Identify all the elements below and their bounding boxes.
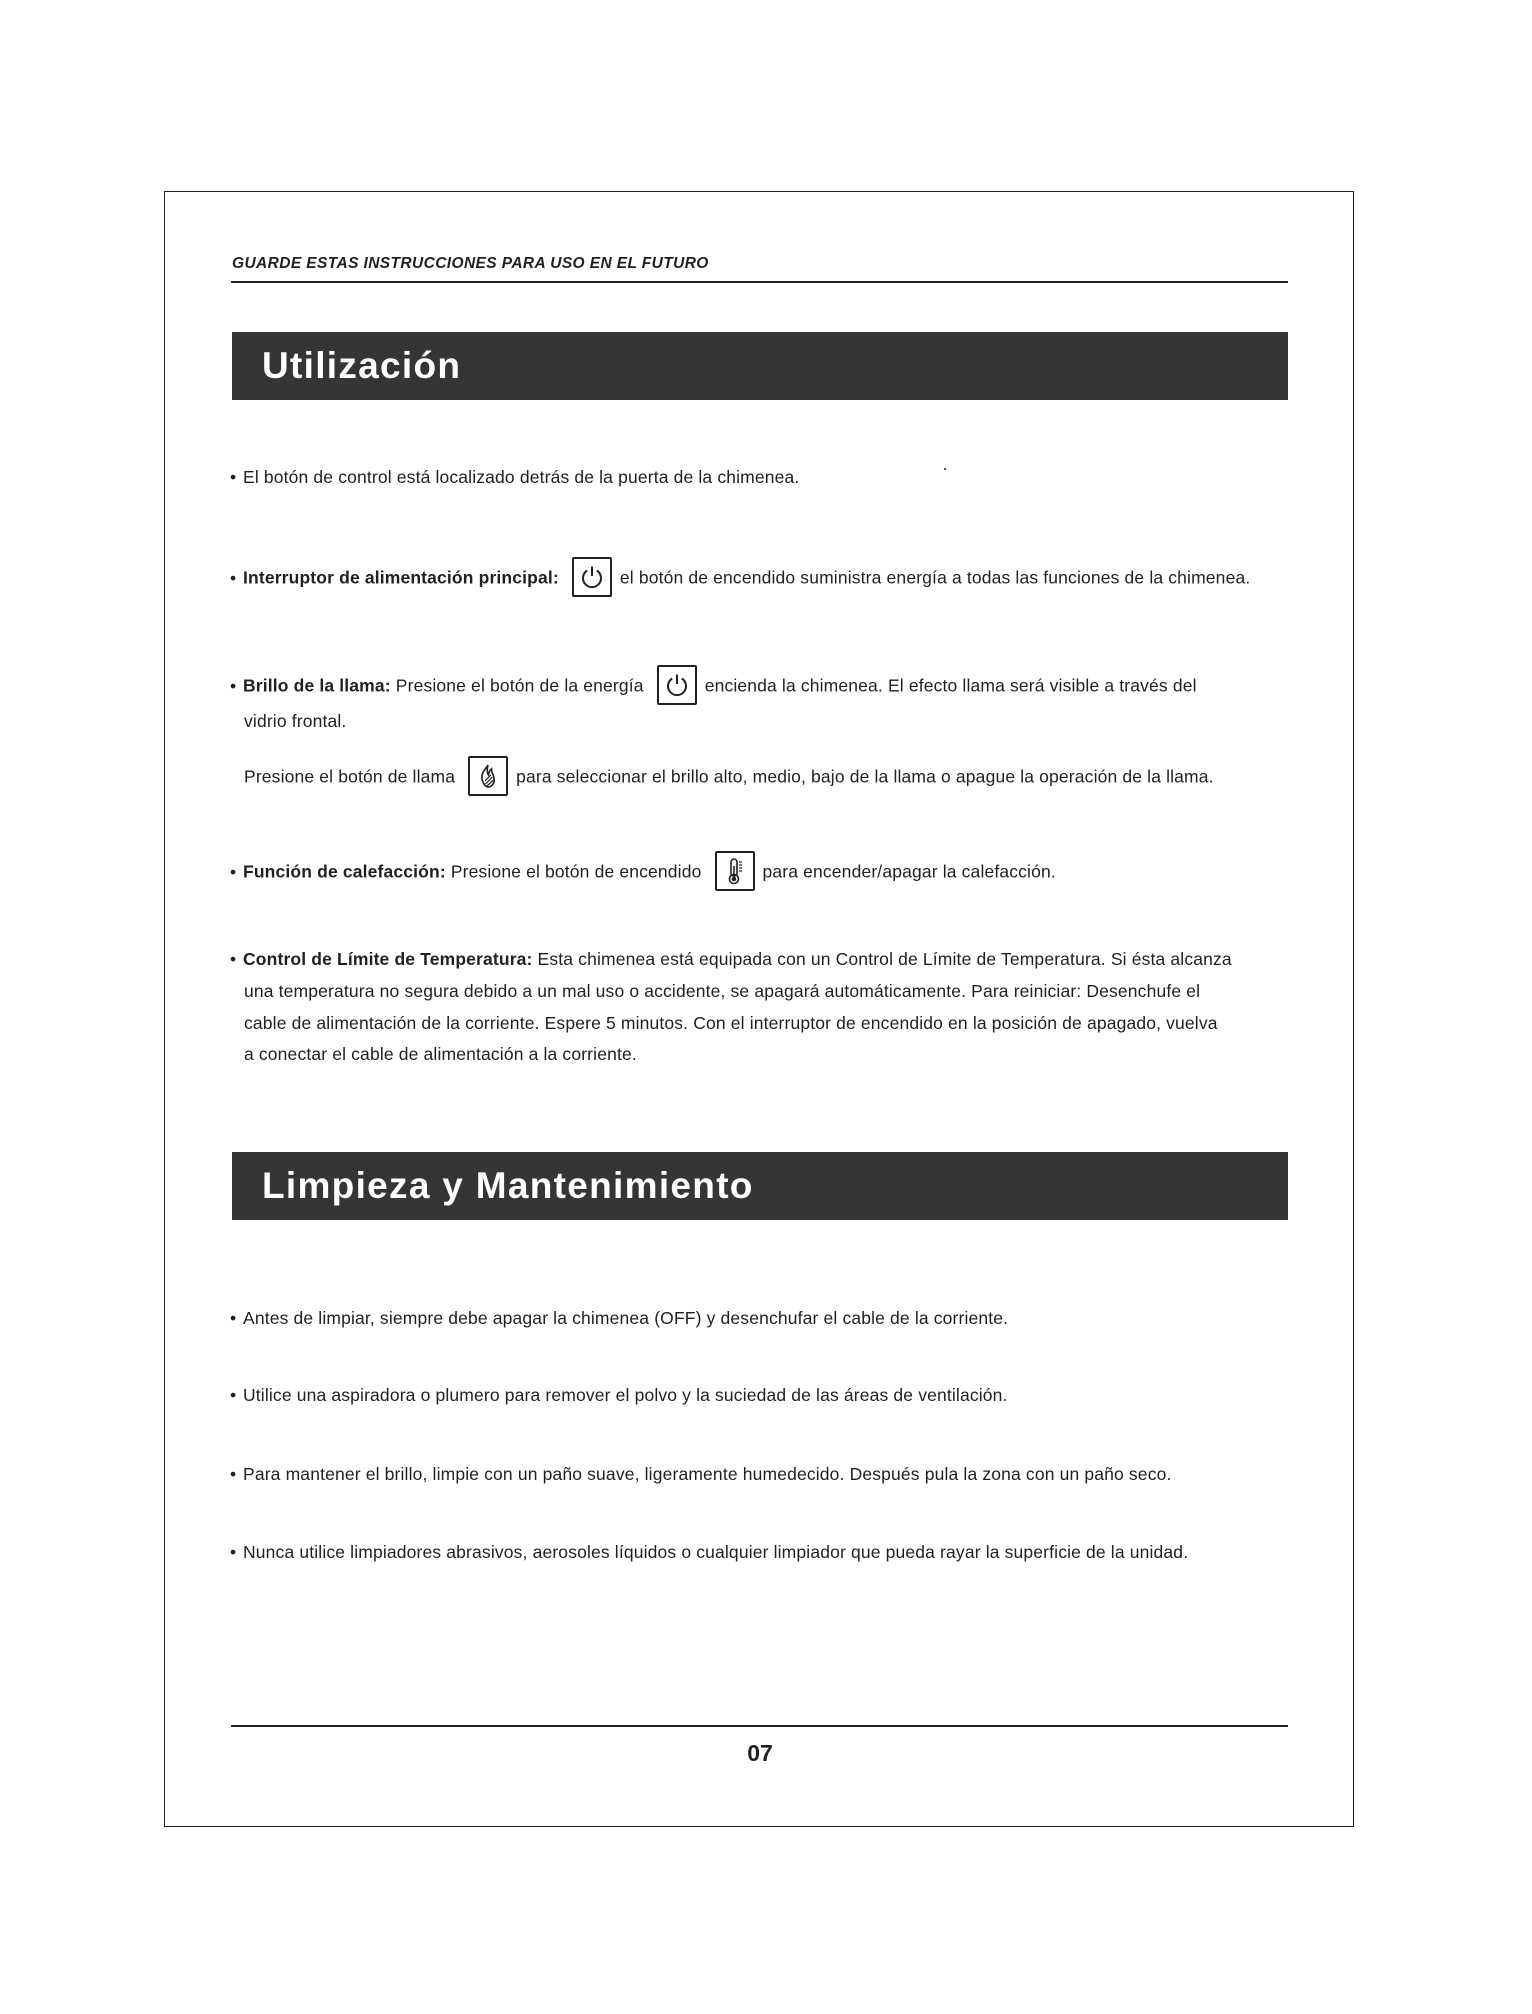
cleaning-item-text: Nunca utilice limpiadores abrasivos, aerosoles líquidos o cualquier limpiador que pueda rayar la superficie de la unidad. bbox=[243, 1542, 1189, 1562]
main-switch-text: el botón de encendido suministra energía a todas las funciones de la chimenea. bbox=[619, 567, 1251, 588]
heating-text-after: para encender/apagar la calefacción. bbox=[762, 861, 1056, 882]
heating-label: Función de calefacción: bbox=[243, 861, 446, 882]
list-item-control-location bbox=[230, 466, 799, 488]
page-number: 07 bbox=[747, 1740, 773, 1766]
flame-brightness-text-after: encienda la chimenea. El efecto llama será visible a través del bbox=[704, 675, 1197, 696]
bullet: • bbox=[230, 1542, 237, 1562]
flame-brightness-line2: vidrio frontal. bbox=[244, 711, 347, 731]
list-item bbox=[230, 1307, 1008, 1329]
bullet: • bbox=[230, 949, 237, 969]
cleaning-item-text: Utilice una aspiradora o plumero para remover el polvo y la suciedad de las áreas de ventilación. bbox=[243, 1385, 1008, 1405]
stray-dot bbox=[944, 468, 946, 470]
bullet: • bbox=[230, 1464, 237, 1484]
section-title-usage: Utilización bbox=[232, 332, 1288, 400]
flame-brightness-line3 bbox=[244, 758, 1214, 798]
bullet: • bbox=[230, 467, 237, 487]
power-icon bbox=[572, 557, 612, 597]
list-item-temp-limit bbox=[230, 948, 1232, 970]
list-item bbox=[230, 1384, 1008, 1406]
control-location-text: El botón de control está localizado detrás de la puerta de la chimenea. bbox=[243, 467, 800, 487]
temp-limit-line3: cable de alimentación de la corriente. Espere 5 minutos. Con el interruptor de encendido en la posición de apagado, vuelva bbox=[244, 1013, 1218, 1033]
power-icon bbox=[657, 665, 697, 705]
header-note: GUARDE ESTAS INSTRUCCIONES PARA USO EN EL FUTURO bbox=[232, 255, 709, 272]
header-divider bbox=[231, 281, 1288, 283]
bullet: • bbox=[230, 1308, 237, 1328]
temp-limit-line2: una temperatura no segura debido a un mal uso o accidente, se apagará automáticamente. Para reiniciar: Desenchufe el bbox=[244, 981, 1201, 1001]
list-item-flame-brightness bbox=[230, 667, 1197, 707]
flame-button-text-before: Presione el botón de llama bbox=[244, 766, 456, 787]
list-item-heating bbox=[230, 853, 1056, 893]
bullet: • bbox=[230, 1385, 237, 1405]
flame-brightness-label: Brillo de la llama: bbox=[243, 675, 391, 696]
temp-limit-line1: Esta chimenea está equipada con un Control de Límite de Temperatura. Si ésta alcanza bbox=[537, 949, 1232, 969]
cleaning-item-text: Para mantener el brillo, limpie con un paño suave, ligeramente humedecido. Después pula la zona con un paño seco. bbox=[243, 1464, 1172, 1484]
main-switch-label: Interruptor de alimentación principal: bbox=[243, 567, 559, 588]
section-title-cleaning: Limpieza y Mantenimiento bbox=[232, 1152, 1288, 1220]
page-frame bbox=[164, 191, 1354, 1827]
flame-brightness-text-before: Presione el botón de la energía bbox=[395, 675, 644, 696]
cleaning-item-text: Antes de limpiar, siempre debe apagar la chimenea (OFF) y desenchufar el cable de la corriente. bbox=[243, 1308, 1009, 1328]
heating-text-before: Presione el botón de encendido bbox=[450, 861, 702, 882]
list-item-main-switch bbox=[230, 559, 1250, 599]
list-item bbox=[230, 1463, 1172, 1485]
flame-icon bbox=[468, 756, 508, 796]
temp-limit-label: Control de Límite de Temperatura: bbox=[243, 949, 533, 969]
bullet: • bbox=[230, 567, 237, 588]
temp-limit-line4: a conectar el cable de alimentación a la corriente. bbox=[244, 1044, 637, 1064]
bullet: • bbox=[230, 675, 237, 696]
footer-divider bbox=[231, 1725, 1288, 1727]
list-item bbox=[230, 1541, 1188, 1563]
thermometer-icon bbox=[715, 851, 755, 891]
bullet: • bbox=[230, 861, 237, 882]
flame-button-text-after: para seleccionar el brillo alto, medio, bajo de la llama o apague la operación de la llama. bbox=[516, 766, 1214, 787]
